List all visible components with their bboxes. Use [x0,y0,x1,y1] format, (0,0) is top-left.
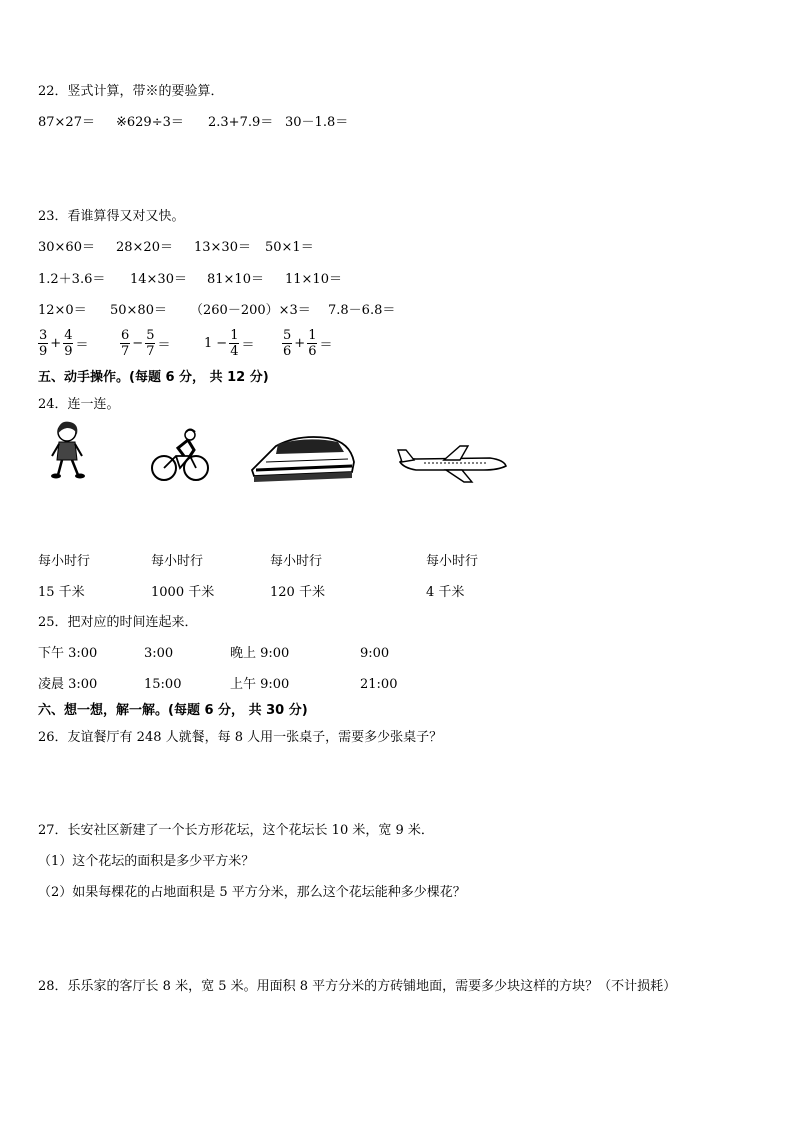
q28-text: 28．乐乐家的客厅长 8 米，宽 5 米。用面积 8 平方分米的方砖铺地面，需要多少块这样的方块？（不计损耗） [38,979,677,994]
q22-item-1: 87×27＝ [38,115,95,130]
train-icon [248,432,358,484]
section-6-heading: 六、想一想，解一解。(每题 6 分， 共 30 分) [38,703,308,718]
cyclist-icon [150,426,210,484]
q25-r1-c1: 下午 3:00 [38,646,98,661]
q23-r1-c4: 50×1＝ [265,240,314,255]
q22-item-2: ※629÷3＝ [116,115,184,130]
q23-r1-c1: 30×60＝ [38,240,95,255]
speed-value-3: 120 千米 [270,585,325,600]
q23-r2-c4: 11×10＝ [285,272,342,287]
q25-r1-c3: 晚上 9:00 [230,646,290,661]
q23-r2-c1: 1.2＋3.6＝ [38,272,106,287]
q23-r3-c4: 7.8－6.8＝ [328,303,396,318]
walking-person-icon [46,420,88,480]
q23-r3-c1: 12×0＝ [38,303,87,318]
q22-item-3: 2.3+7.9＝ [208,115,274,130]
q25-r2-c4: 21:00 [360,677,398,692]
q23-fraction-2: $\frac{6}{7}$ − $\frac{5}{7}$ ＝ [121,328,171,359]
speed-label-4: 每小时行 [426,554,479,569]
q23-fraction-4: $\frac{5}{6}$ + $\frac{1}{6}$ ＝ [283,328,333,359]
section-5-heading: 五、动手操作。(每题 6 分， 共 12 分) [38,370,269,385]
q27-sub1: （1）这个花坛的面积是多少平方米？ [38,854,255,869]
speed-value-2: 1000 千米 [151,585,215,600]
q25-r2-c2: 15:00 [144,677,182,692]
q23-r1-c3: 13×30＝ [194,240,251,255]
q22-title: 22．竖式计算，带※的要验算． [38,84,224,99]
q27-text: 27．长安社区新建了一个长方形花坛，这个花坛长 10 米，宽 9 米． [38,823,434,838]
q24-title: 24．连一连。 [38,397,120,412]
q25-title: 25．把对应的时间连起来． [38,615,198,630]
q23-r2-c2: 14×30＝ [130,272,187,287]
q23-fraction-3: 1 − $\frac{1}{4}$ ＝ [204,328,255,359]
speed-label-3: 每小时行 [270,554,323,569]
speed-label-1: 每小时行 [38,554,91,569]
q27-sub2: （2）如果每棵花的占地面积是 5 平方分米，那么这个花坛能种多少棵花？ [38,885,466,900]
q23-r3-c3: （260－200）×3＝ [190,303,311,318]
q25-r1-c4: 9:00 [360,646,390,661]
q25-r2-c1: 凌晨 3:00 [38,677,98,692]
q26-text: 26．友谊餐厅有 248 人就餐，每 8 人用一张桌子，需要多少张桌子？ [38,730,443,745]
airplane-icon [394,444,508,484]
q25-r2-c3: 上午 9:00 [230,677,290,692]
speed-label-2: 每小时行 [151,554,204,569]
q23-r1-c2: 28×20＝ [116,240,173,255]
speed-value-4: 4 千米 [426,585,465,600]
speed-value-1: 15 千米 [38,585,85,600]
q22-item-4: 30－1.8＝ [285,115,349,130]
q23-fraction-1: $\frac{3}{9}$ + $\frac{4}{9}$ ＝ [39,328,89,359]
q23-r3-c2: 50×80＝ [110,303,167,318]
q23-r2-c3: 81×10＝ [207,272,264,287]
q23-title: 23．看谁算得又对又快。 [38,209,185,224]
q25-r1-c2: 3:00 [144,646,174,661]
